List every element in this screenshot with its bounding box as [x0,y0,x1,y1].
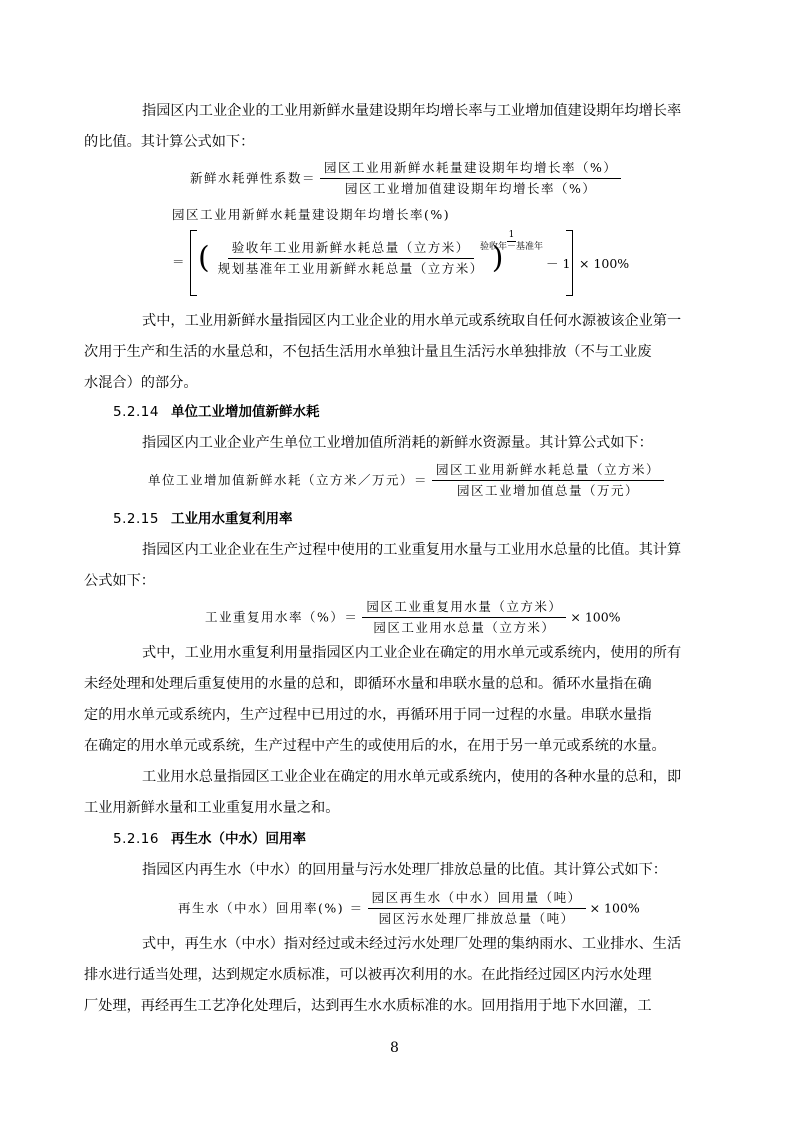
formula-growth-fraction [214,240,488,277]
section-title: 再生水（中水）回用率 [171,831,306,847]
formula-reuse-rate [205,599,621,636]
formula-growth-minus-one: － 1 [546,256,571,271]
formula-growth-denominator: 规划基准年工业用新鲜水耗总量（立方米） [217,261,484,276]
section-title: 工业用水重复利用率 [171,511,293,527]
section-5-2-16-paragraph: 指园区内再生水（中水）的回用量与污水处理厂排放总量的比值。其计算公式如下： [142,862,667,878]
formula-growth-times: × 100% [579,256,630,271]
intro-paragraph [84,96,685,158]
formula-growth-inner [198,240,503,277]
p15-line-1: 指园区内工业企业在生产过程中使用的工业重复用水量与工业用水总量的比值。其计算 [142,542,682,558]
note-fresh-water [84,306,685,399]
formula-recycled-fraction [368,890,586,927]
formula-reuse-times: × 100% [570,609,621,625]
formula-reuse-denominator: 园区工业用水总量（立方米） [373,620,556,635]
section-5-2-14-paragraph: 指园区内工业企业产生单位工业增加值所消耗的新鲜水资源量。其计算公式如下： [142,435,653,451]
section-title: 单位工业增加值新鲜水耗 [171,404,320,420]
note1-line-3: 水混合）的部分。 [84,375,198,391]
intro-line-2: 的比值。其计算公式如下： [84,134,255,150]
exponent-denominator: 验收年－基准年 [480,242,544,252]
formula-unit-numerator: 园区工业用新鲜水耗总量（立方米） [432,462,664,481]
right-paren: ) [491,240,504,276]
section-number: 5.2.14 [113,404,159,420]
formula-elasticity-numerator: 园区工业用新鲜水耗量建设期年均增长率（%） [320,160,621,179]
section-number: 5.2.15 [113,511,159,527]
formula-reuse-numerator: 园区工业重复用水量（立方米） [362,599,566,618]
formula-recycled-water [178,890,640,927]
formula-unit-denominator: 园区工业增加值总量（万元） [457,483,640,498]
formula-reuse-lhs: 工业重复用水率（%）＝ [205,609,359,625]
formula-growth-numerator: 验收年工业用新鲜水耗总量（立方米） [228,240,474,259]
formula-unit-fraction [432,462,664,499]
formula-elasticity [190,160,621,197]
note3-line-1: 工业用水总量指园区工业企业在确定的用水单元或系统内，使用的各种水量的总和，即 [142,769,682,785]
exponent-numerator: 1 [508,230,515,240]
formula-recycled-numerator: 园区再生水（中水）回用量（吨） [368,890,586,909]
formula-elasticity-lhs: 新鲜水耗弹性系数＝ [190,170,317,186]
formula-growth-eq: ＝ [172,254,185,269]
note3-line-2: 工业用新鲜水量和工业重复用水量之和。 [84,800,340,816]
note-recycled-water [84,929,685,1022]
left-outer-bracket [190,230,197,296]
note-reuse [84,638,685,762]
note2-line-4: 在确定的用水单元或系统，生产过程中产生的或使用后的水，在用于另一单元或系统的水量。 [84,738,666,754]
note2-line-3: 定的用水单元或系统内，生产过程中已用过的水，再循环用于同一过程的水量。串联水量指 [84,707,652,723]
section-5-2-16-heading [113,829,306,849]
note4-line-3: 厂处理，再经再生工艺净化处理后，达到再生水水质标准的水。回用指用于地下水回灌，工 [84,998,652,1014]
formula-recycled-lhs: 再生水（中水）回用率(%) ＝ [178,900,364,916]
formula-elasticity-denominator: 园区工业增加值建设期年均增长率（%） [345,181,597,196]
section-5-2-15-paragraph [84,535,685,597]
section-5-2-14-heading [113,402,320,422]
growth-label-text: 园区工业用新鲜水耗量建设期年均增长率(%) [172,207,451,222]
formula-recycled-times: × 100% [589,900,640,916]
section-5-2-15-heading [113,509,293,529]
note4-line-2: 排水进行适当处理，达到规定水质标准，可以被再次利用的水。在此指经过园区内污水处理 [84,967,652,983]
note1-line-2: 次用于生产和生活的水量总和，不包括生活用水单独计量且生活污水单独排放（不与工业废 [84,344,652,360]
formula-recycled-denominator: 园区污水处理厂排放总量（吨） [378,911,575,926]
left-paren: ( [198,240,210,276]
formula-growth-label [172,207,450,223]
note4-line-1: 式中，再生水（中水）指对经过或未经过污水处理厂处理的集纳雨水、工业排水、生活 [142,936,682,952]
section-number: 5.2.16 [113,831,159,847]
intro-line-1: 指园区内工业企业的工业用新鲜水量建设期年均增长率与工业增加值建设期年均增长率 [142,103,682,119]
note2-line-1: 式中，工业用水重复利用量指园区内工业企业在确定的用水单元或系统内，使用的所有 [142,645,682,661]
exponent-fraction [478,230,545,253]
formula-elasticity-fraction [320,160,621,197]
formula-growth-exponent [478,230,545,253]
note1-line-1: 式中，工业用新鲜水量指园区内工业企业的用水单元或系统取自任何水源被该企业第一 [142,313,682,329]
note-total-water [84,762,685,824]
formula-reuse-fraction [362,599,566,636]
note2-line-2: 未经处理和处理后重复使用的水量的总和，即循环水量和串联水量的总和。循环水量指在确 [84,676,652,692]
page-number: 8 [390,1040,399,1056]
p15-line-2: 公式如下： [84,573,155,589]
formula-unit-fresh-water [148,462,664,499]
formula-unit-lhs: 单位工业增加值新鲜水耗（立方米／万元）＝ [148,472,429,488]
